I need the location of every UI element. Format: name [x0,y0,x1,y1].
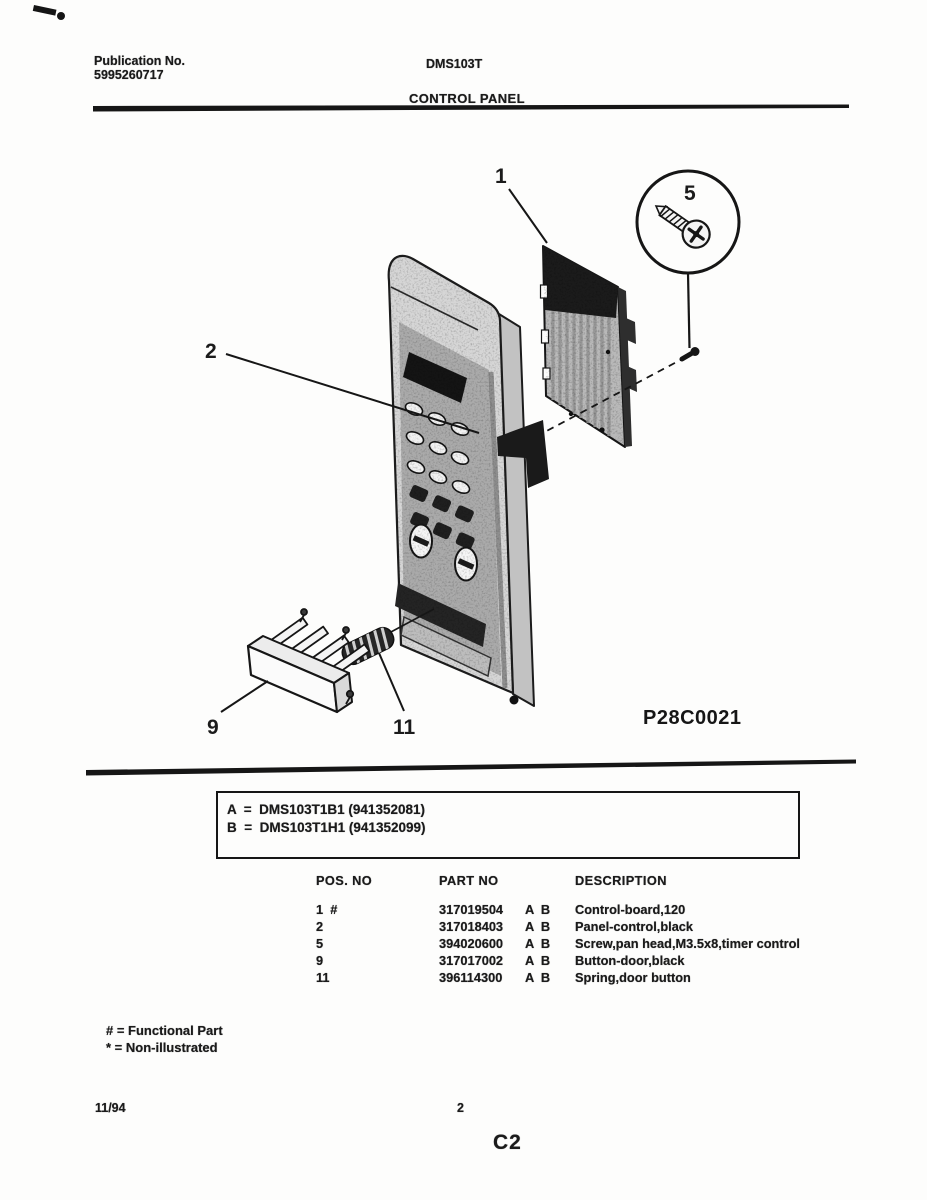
section-divider-rule [86,760,856,776]
models-cell: A B [525,918,551,934]
models-cell: A B [525,935,551,951]
publication-label: Publication No. [94,54,185,68]
section-title: CONTROL PANEL [409,91,525,106]
callout-11-label: 11 [393,716,416,739]
footer-date-code: 11/94 [95,1101,126,1115]
models-cell: A B [525,952,551,968]
header-pos-no: POS. NO [316,873,373,888]
callout-9-leader [221,681,268,712]
publication-number: 5995260717 [94,67,164,82]
board-connector-tab [626,318,636,344]
screw-leader-line [688,273,690,348]
description-cell: Spring,door button [575,969,691,985]
models-cell: A B [525,969,551,985]
part-cell: 317018403 [439,918,504,934]
panel-foot-dot [510,696,519,705]
description-cell: Button-door,black [575,952,685,968]
legend [106,1023,223,1056]
description-cell: Panel-control,black [575,918,694,934]
pos-cell: 11 [316,969,330,985]
callout-1-leader [509,189,547,243]
pos-cell: 1 # [316,902,338,917]
model-ref-line-b: B = DMS103T1H1 (941352099) [227,819,426,835]
callout-9-label: 9 [207,716,219,739]
part-cell: 317019504 [439,902,504,917]
part-row [316,902,856,919]
part-cell: 396114300 [439,969,503,985]
callout-5-label: 5 [684,182,696,205]
description-cell: Control-board,120 [575,902,686,917]
part-row [316,970,856,987]
header-part-no: PART NO [439,873,499,888]
callout-2-label: 2 [205,340,217,363]
model-ref-line-a: A = DMS103T1B1 (941352081) [227,802,425,817]
legend-non-illustrated-note: * = Non-illustrated [106,1039,218,1055]
publication-block [94,55,185,82]
parts-table [316,873,856,987]
footer-page-number: 2 [457,1101,464,1115]
header-models-spacer [525,873,575,888]
control-board-part [540,243,637,453]
figure-code-label: P28C0021 [643,707,742,729]
pos-cell: 2 [316,918,324,934]
description-cell: Screw,pan head,M3.5x8,timer control [575,935,800,951]
pos-cell: 5 [316,935,324,951]
footer-doc-code: C2 [493,1131,522,1154]
legend-functional-note: # = Functional Part [106,1023,223,1038]
scan-artifact-marks [33,5,65,20]
part-row [316,936,856,953]
screw-detail-circle [637,171,739,273]
part-row [316,919,856,936]
models-cell: A B [525,902,551,917]
door-button-part [248,609,369,712]
model-ref-box [216,791,800,859]
model-number: DMS103T [426,57,483,71]
part-row [316,953,856,970]
callout-1-label: 1 [495,165,507,188]
callout-11-leader [379,653,404,711]
header-description: DESCRIPTION [575,873,667,888]
pos-cell: 9 [316,952,324,968]
control-panel-part [383,250,541,712]
parts-table-rows [316,902,856,987]
parts-table-header [316,873,856,888]
part-cell: 394020600 [439,935,504,951]
part-cell: 317017002 [439,952,504,968]
